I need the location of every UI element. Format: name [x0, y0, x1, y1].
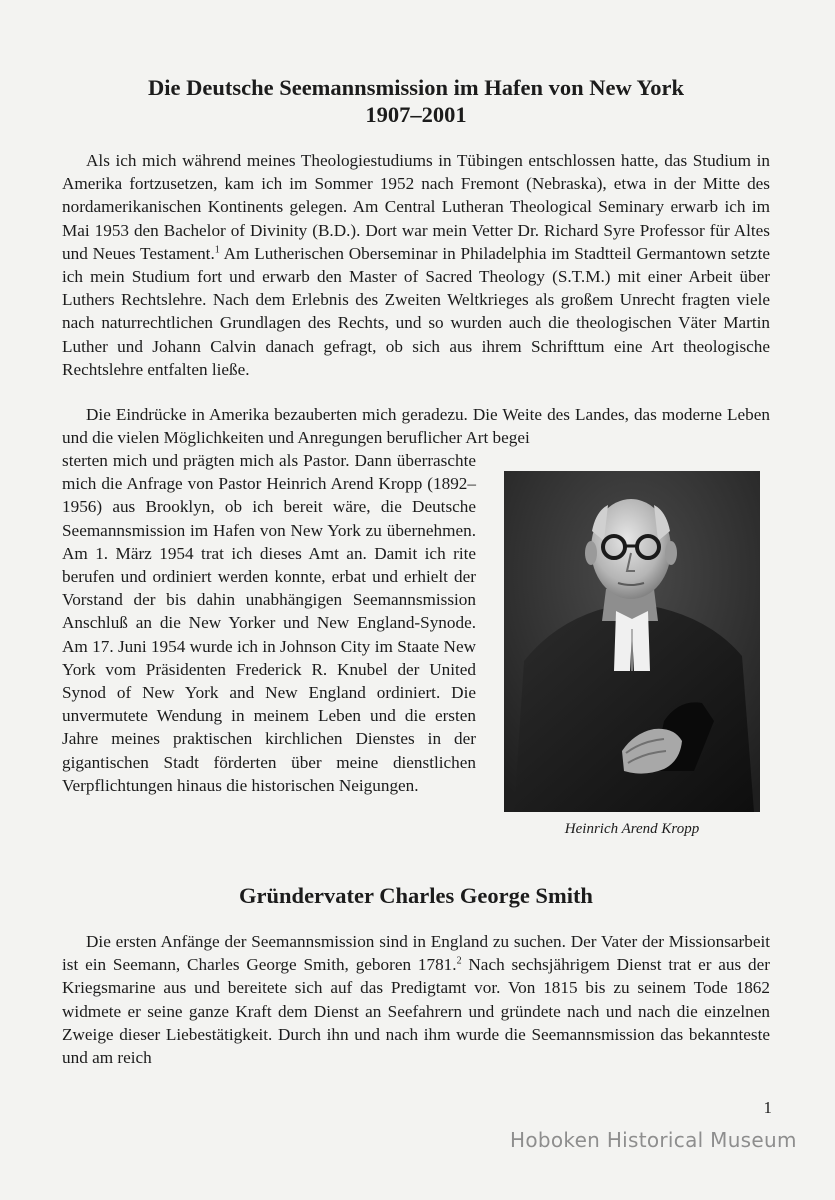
photo-caption: Heinrich Arend Kropp: [564, 821, 700, 837]
paragraph-1-text-b: Am Lutherischen Oberseminar in Philadelphia im Stadtteil Germantown setzte ich mein Studium fort und erwarb den Master of Sacred Theology (S.T.M.) mit einer Arbeit über Luthers Rechtslehre. Nach dem Erlebnis des Zweiten Weltkrieges als großem Unrecht fragten viele nach naturrechtlichen Grundlagen des Rechts, und so wurden auch die theologischen Väter Martin Luther und Johann Calvin danach gefragt, ob sich aus ihrem Schrifttum eine Art theologische Rechtslehre entfalten ließe.: [62, 243, 770, 379]
paragraph-3: [62, 930, 770, 1069]
paragraph-3-text-a: Die ersten Anfänge der Seemannsmission sind in England zu suchen. Der Vater der Missionsarbeit ist ein Seemann, Charles George Smith, geboren 1781.: [62, 932, 770, 975]
portrait-illustration: [504, 471, 760, 812]
section-heading: Gründervater Charles George Smith: [239, 883, 593, 908]
portrait-photo: [504, 471, 760, 812]
watermark: Hoboken Historical Museum: [510, 1128, 797, 1152]
title-line-2: 1907–2001: [365, 102, 467, 127]
footnote-ref-1: 1: [214, 244, 220, 256]
paragraph-3-text-b: Nach sechsjährigem Dienst trat er aus der Kriegsmarine aus und bereitete sich auf das Predigtamt vor. Von 1815 bis zu seinem Tode 1862 widmete er seine ganze Kraft dem Dienst an Seefahrern und gründete nach und nach die einzelnen Zweige dieser Liebestätigkeit. Durch ihn und nach ihm wurde die Seemannsmission das bekannteste und am reich: [62, 955, 770, 1068]
title-line-1: Die Deutsche Seemannsmission im Hafen von New York: [147, 75, 685, 100]
page-number: 1: [763, 1098, 772, 1117]
footnote-ref-2: 2: [456, 955, 462, 967]
paragraph-1-text-a: Als ich mich während meines Theologiestudiums in Tübingen entschlossen hatte, das Studium in Amerika fortzusetzen, kam ich im Sommer 1952 nach Fremont (Nebraska), etwa in der Mitte des nordamerikanischen Kontinents gelegen. Am Central Lutheran Theological Seminary erwarb ich im Mai 1953 den Bachelor of Divinity (B.D.). Dort war mein Vetter Dr. Richard Syre Professor für Altes und Neues Testament.: [62, 151, 770, 263]
paragraph-2-intro: Die Eindrücke in Amerika bezauberten mich geradezu. Die Weite des Landes, das moderne Leben und die vielen Möglichkeiten und Anregungen beruflicher Art begei: [62, 405, 770, 448]
page-title: [62, 74, 770, 128]
paragraph-1: [62, 149, 770, 381]
paragraph-2-wrapped: sterten mich und prägten mich als Pastor. Dann überraschte mich die Anfrage von Pastor Heinrich Arend Kropp (1892–1956) aus Brooklyn, ob ich bereit wäre, die Deutsche Seemannsmission im Hafen von New York zu übernehmen. Am 1. März 1954 trat ich dieses Amt an. Damit ich rite berufen und ordiniert werden konnte, erbat und erhielt der Vorstand der bis dahin unabhängigen Seemannsmission Anschluß an die New Yorker und New England-Synode. Am 17. Juni 1954 wurde ich in Johnson City im Staate New York vom Präsidenten Frederick R. Knubel der United Synod of New York and New England ordiniert. Die unvermutete Wendung in meinem Leben und die ersten Jahre meines praktischen kirchlichen Dienstes in der gigantischen Stadt förderten über meine dienstlichen Verpflichtungen hinaus die historischen Neigungen.: [62, 451, 476, 795]
